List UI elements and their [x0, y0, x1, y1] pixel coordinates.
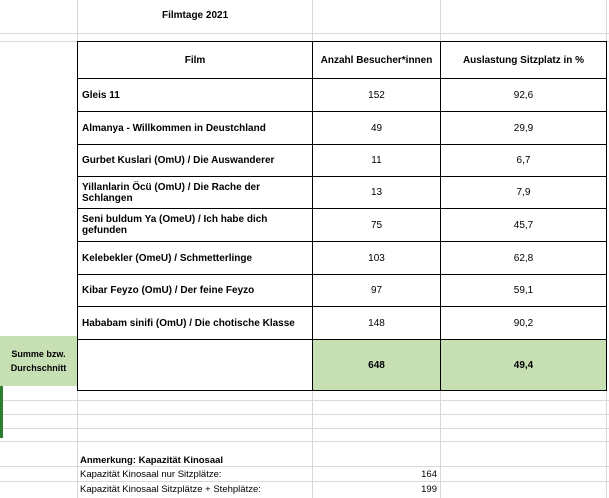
table-row	[78, 307, 607, 340]
visitors-cell[interactable]: 152	[313, 79, 441, 112]
visitors-cell[interactable]: 13	[313, 177, 441, 209]
visitors-cell[interactable]: 97	[313, 275, 441, 307]
table-row	[78, 242, 607, 275]
film-cell[interactable]: Yillanlarin Öcü (OmU) / Die Rache der Schlangen	[78, 177, 313, 209]
visitors-cell[interactable]: 49	[313, 112, 441, 145]
rate-cell[interactable]: 62,8	[441, 242, 607, 275]
header-rate[interactable]: Auslastung Sitzplatz in %	[441, 42, 607, 79]
rate-cell[interactable]: 29,9	[441, 112, 607, 145]
note-seats-label[interactable]: Kapazität Kinosaal nur Sitzplätze:	[80, 469, 222, 480]
summary-rate-cell[interactable]: 49,4	[441, 340, 607, 391]
film-cell[interactable]: Kibar Feyzo (OmU) / Der feine Feyzo	[78, 275, 313, 307]
summary-label-line2: Durchschnitt	[10, 363, 67, 373]
grid-hline	[0, 428, 609, 429]
note-heading[interactable]: Anmerkung: Kapazität Kinosaal	[80, 455, 224, 466]
visitors-cell[interactable]: 75	[313, 209, 441, 242]
note-total-label[interactable]: Kapazität Kinosaal Sitzplätze + Stehplätze:	[80, 484, 261, 495]
grid-hline	[0, 441, 609, 442]
film-cell[interactable]: Almanya - Willkommen in Deustchland	[78, 112, 313, 145]
rate-cell[interactable]: 90,2	[441, 307, 607, 340]
film-cell[interactable]: Hababam sinifi (OmU) / Die chotische Klasse	[78, 307, 313, 340]
header-visitors[interactable]: Anzahl Besucher*innen	[313, 42, 441, 79]
summary-visitors-cell[interactable]: 648	[313, 340, 441, 391]
film-cell[interactable]: Seni buldum Ya (OmeU) / Ich habe dich gefunden	[78, 209, 313, 242]
selection-indicator	[0, 386, 3, 438]
visitors-cell[interactable]: 11	[313, 145, 441, 177]
grid-hline	[0, 466, 609, 467]
film-cell[interactable]: Gleis 11	[78, 79, 313, 112]
summary-row	[78, 340, 607, 391]
rate-cell[interactable]: 45,7	[441, 209, 607, 242]
sheet-title[interactable]: Filmtage 2021	[162, 10, 229, 21]
rate-cell[interactable]: 6,7	[441, 145, 607, 177]
film-cell[interactable]: Gurbet Kuslari (OmU) / Die Auswanderer	[78, 145, 313, 177]
film-cell[interactable]: Kelebekler (OmeU) / Schmetterlinge	[78, 242, 313, 275]
table-row	[78, 145, 607, 177]
rate-cell[interactable]: 7,9	[441, 177, 607, 209]
table-row	[78, 209, 607, 242]
summary-label-cell[interactable]	[0, 336, 77, 386]
grid-hline	[0, 400, 609, 401]
grid-hline	[0, 414, 609, 415]
visitors-cell[interactable]: 148	[313, 307, 441, 340]
header-film[interactable]: Film	[78, 42, 313, 79]
summary-label-line1: Summe bzw.	[11, 349, 66, 359]
table-row	[78, 275, 607, 307]
table-row	[78, 112, 607, 145]
summary-film-cell[interactable]	[78, 340, 313, 391]
rate-cell[interactable]: 92,6	[441, 79, 607, 112]
note-seats-value[interactable]: 164	[421, 469, 437, 480]
table-row	[78, 79, 607, 112]
grid-hline	[0, 481, 609, 482]
grid-hline	[0, 33, 609, 34]
table-row	[78, 177, 607, 209]
visitors-cell[interactable]: 103	[313, 242, 441, 275]
table-header-row	[78, 42, 607, 79]
rate-cell[interactable]: 59,1	[441, 275, 607, 307]
note-total-value[interactable]: 199	[421, 484, 437, 495]
film-table	[77, 41, 607, 391]
